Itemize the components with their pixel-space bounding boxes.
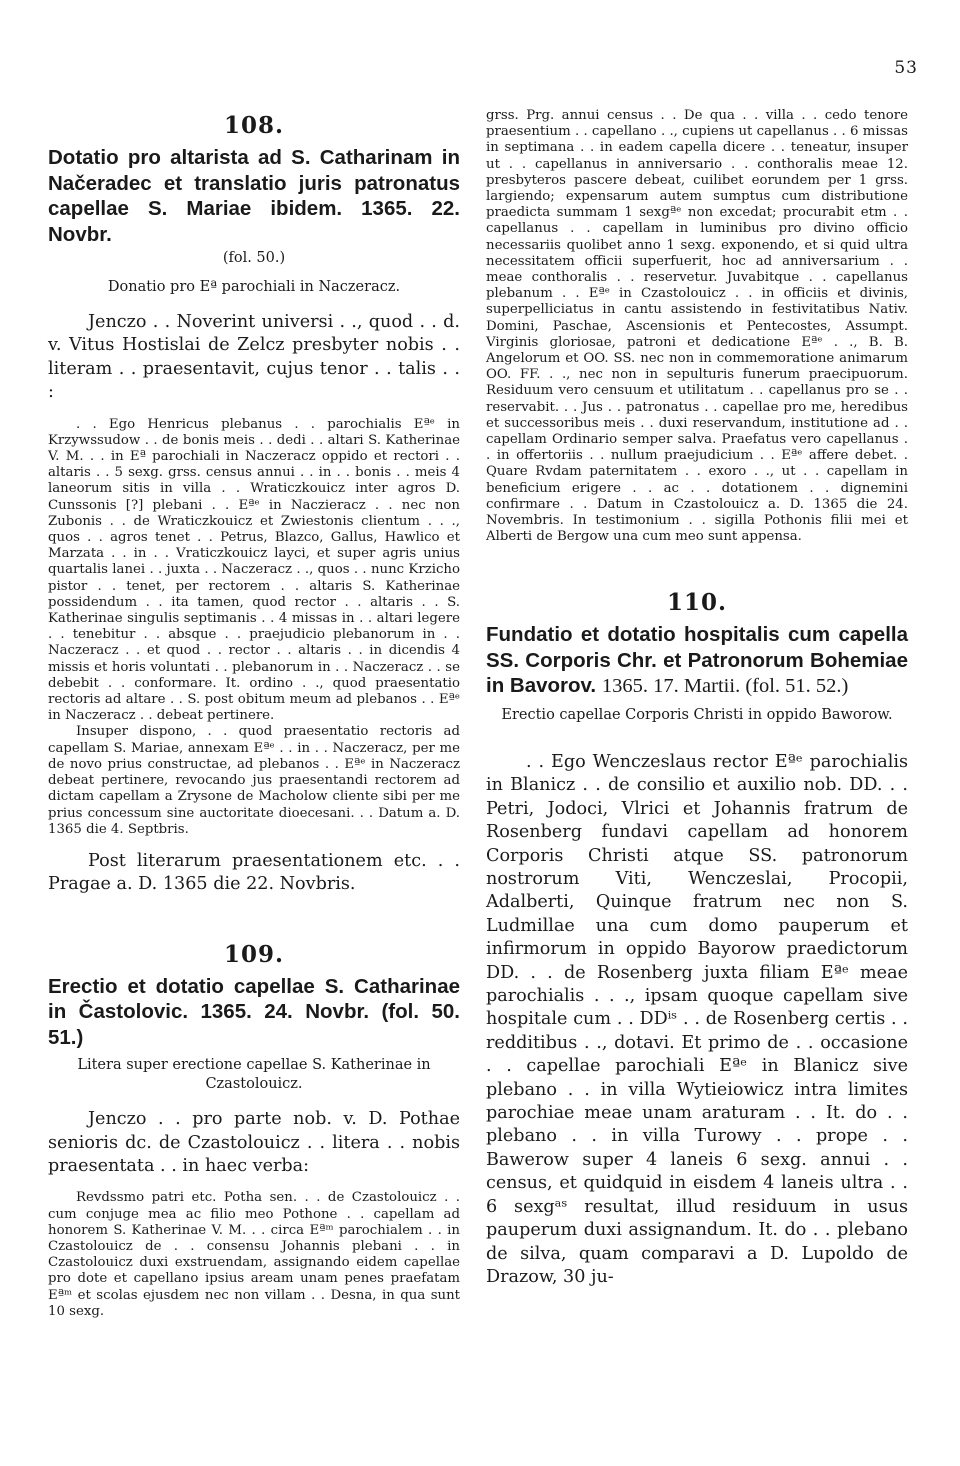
section-108-body-1: . . Ego Henricus plebanus . . parochialis Eªᵉ in Krzywssudow . . de bonis meis . . dedi . . altari S. Katherinae V. M. . . in Eª parochiali in Naczeracz oppido et rectori . . altaris . . 5 sexg. grss. census annui . . in . . bonis . . meis 4 laneorum sitis in villa . . Wraticzkouicz inter agros D. Cunssonis [?] plebani . . Eªᵉ in Naczieracz . . nec non Zubonis . . de Wraticzkouicz et Zwiestonis clientum . . ., quos . . agros tenet . . Petrus, Blazco, Gallus, Hawlico et Marzata . . in . . Vraticzkouicz layci, et super agris unius quartalis lanei . . juxta . . Naczeracz . ., quos . . nunc Krzicho pistor . . tenet, per rectorem . . altaris S. Katherinae possidendum . . ita tamen, quod rector . . altaris . . S. Katherinae singulis septimanis . . 4 missas in . . altari legere . . tenebitur . . absque . . praejudicio plebanorum in . . Naczeracz . . et quod . . rector . . altaris . . in dicendis 4 missis et horis voluntati . . plebanorum in . . Naczeracz . . se debebit . . conformare. It. ordino . ., quod praesentatio rectoris ad altare . . S. post obitum meum ad plebanos . . Eªᵉ in Naczeracz . . debeat pertinere. xyxy=(48,416,460,724)
left-column xyxy=(48,108,460,1320)
section-109-number: 109. xyxy=(223,940,285,968)
section-108-folio: (fol. 50.) xyxy=(222,250,286,266)
section-108-subtitle: Donatio pro Eª parochiali in Naczeracz. xyxy=(107,279,401,295)
page-number: 53 xyxy=(894,58,918,78)
section-109-intro: Jenczo . . pro parte nob. v. D. Pothae senioris dc. de Czastolouicz . . litera . . nobis praesentata . . in haec verba: xyxy=(48,1109,460,1177)
section-110-title-text: Fundatio et dotatio hospitalis cum capella SS. Corporis Chr. et Patronorum Bohemiae in Bavorov. xyxy=(486,623,908,698)
right-column xyxy=(486,108,908,1289)
section-108-body-2: Insuper dispono, . . quod praesentatio rectoris ad capellam S. Mariae, annexam Eªᵉ . . in . . Naczeracz, per me de novo prius constructae, ad plebanos . . Eªᵉ in Naczeracz debeat pertinere, revocando jus praesentandi rectorem ad dictam capellam a Zrysone de Macholow cliente sibi per me prius concessum sine auctoritate dioecesani. . . Datum a. D. 1365 die 4. Septbris. xyxy=(48,724,460,837)
section-109-continuation: grss. Prg. annui census . . De qua . . villa . . cedo tenore praesentium . . capellano . ., cupiens ut capellanus . . 6 missas in septimana . . in eadem capella dicere . . teneatur, insuper ut . . capellanus in anniversario . . conthoralis meae 12. presbyteros pascere debeat, cuilibet eorundem per 1 grss. largiendo; expensarum autem sumptus cum distributione praedicta summam 1 sexgªᵉ non excedat; procurabit etm . . capellanus . . capellam in luminibus pro divino officio necessariis quolibet anno 1 sexg. exponendo, et si quid ultra necessitatem officii superfuerit, hoc ad anniversarium . . meae conthoralis . . reservetur. Juvabitque . . capellanus plebanum . . Eªᵉ in Czastolouicz . . in officiis et divinis, superpelliciatus in cantu assistendo in festivitatibus Nativ. Domini, Paschae, Ascensionis et Pentecostes, Assumpt. Virginis gloriosae, patroni et dedicatione Eªᵉ . ., B. B. Angelorum et OO. SS. nec non in commemoratione animarum OO. FF. . ., nec non in sepulturis funerum praecipuorum. Residuum vero censuum et utilitatum . . capellanus pro se . . reservabit. . . Jus . . patronatus . . capellae pro me, heredibus et successoribus meis . . duxi reservandum, institutione ad . . capellam Ordinario semper salva. Praefatus vero capellanus . . in offertoriis . . nullum praejudicium . . Eªᵉ affere debet. . Quare Rvdam paternitatem . . exoro . ., ut . . capellam in beneficium erigere . . ac . . dotationem . . dignemini confirmare . . Datum in Czastolouicz a. D. 1365 die 24. Novembris. In testimonium . . sigilla Pothonis filii mei et Alberti de Bergow una cum meo sunt appensa. xyxy=(486,108,908,545)
section-108-title xyxy=(48,145,460,247)
section-109-title: Erectio et dotatio capellae S. Catharinae in Častolovic. 1365. 24. Novbr. (fol. 50. 51.) xyxy=(48,974,460,1049)
section-109-body: Revdssmo patri etc. Potha sen. . . de Czastolouicz . . cum conjuge mea ac filio meo Pothone . . capellam ad honorem S. Katherinae V. M. . . circa Eªᵐ parochialem . . in Czastolouicz de . . consensu Johannis plebani . . in Czastolouicz duxi exstruendam, assignando eidem capellae pro dote et capellano ipsius aream unam penes praefatam Eªᵐ et scolas ejusdem nec non villam . . Desna, in qua sunt 10 sexg. xyxy=(48,1190,460,1319)
section-108-number: 108. xyxy=(223,112,285,139)
section-110-title xyxy=(486,622,908,700)
section-108-intro: Jenczo . . Noverint universi . ., quod . . d. v. Vitus Hostislai de Zelcz presbyter nobis . . literam . . praesentavit, cujus tenor . . talis . . : xyxy=(48,312,460,403)
section-110-body: . . Ego Wenczeslaus rector Eªᵉ parochialis in Blanicz . . de consilio et auxilio nob. DD. . . Petri, Jodoci, Vlrici et Johannis fratrum de Rosenberg fundavi capellam ad honorem Corporis Christi atque SS. patronorum nostrorum Viti, Wenczeslai, Procopii, Adalberti, Quinque fratrum nec non S. Ludmillae una cum domo pauperum et infirmorum in oppido Bayorow praedictorum DD. . . de Rosenberg juxta filiam Eªᵉ meae parochialis . . ., ipsam quoque capellam sive hospitale cum . . DDⁱˢ . . de Rosenberg certis . . redditibus . ., dotavi. Et primo de . . occasione . . capellae parochiali Eªᵉ in Blanicz sive plebano . . in villa Wytieiowicz intra limites parochiae meae unam araturam . . It. do . . plebano . . in villa Turowy . . prope . . Bawerow super 4 laneis 6 sexg. annui . . census, et quidquid in eisdem 4 laneis ultra . . 6 sexgᵃˢ resultat, illud residuum in usus pauperum duxi assignandum. It. do . . plebano de silva, quam comparavi a D. Lupoldo de Drazow, 30 ju- xyxy=(486,751,908,1287)
section-110-date: 1365. 17. Martii. (fol. 51. 52.) xyxy=(601,675,849,698)
section-108-title-text: Dotatio pro altarista ad S. Catharinam in Načeradec et translatio juris patronatus capellae S. Mariae ibidem. 1365. 22. Novbr. xyxy=(48,146,460,246)
section-108-closing: Post literarum praesentationem etc. . . Pragae a. D. 1365 die 22. Novbris. xyxy=(48,850,460,895)
section-109-subtitle: Litera super erectione capellae S. Katherinae in Czastolouicz. xyxy=(77,1057,431,1093)
section-110-number: 110. xyxy=(666,589,728,617)
section-110-subtitle: Erectio capellae Corporis Christi in oppido Baworow. xyxy=(501,706,893,723)
